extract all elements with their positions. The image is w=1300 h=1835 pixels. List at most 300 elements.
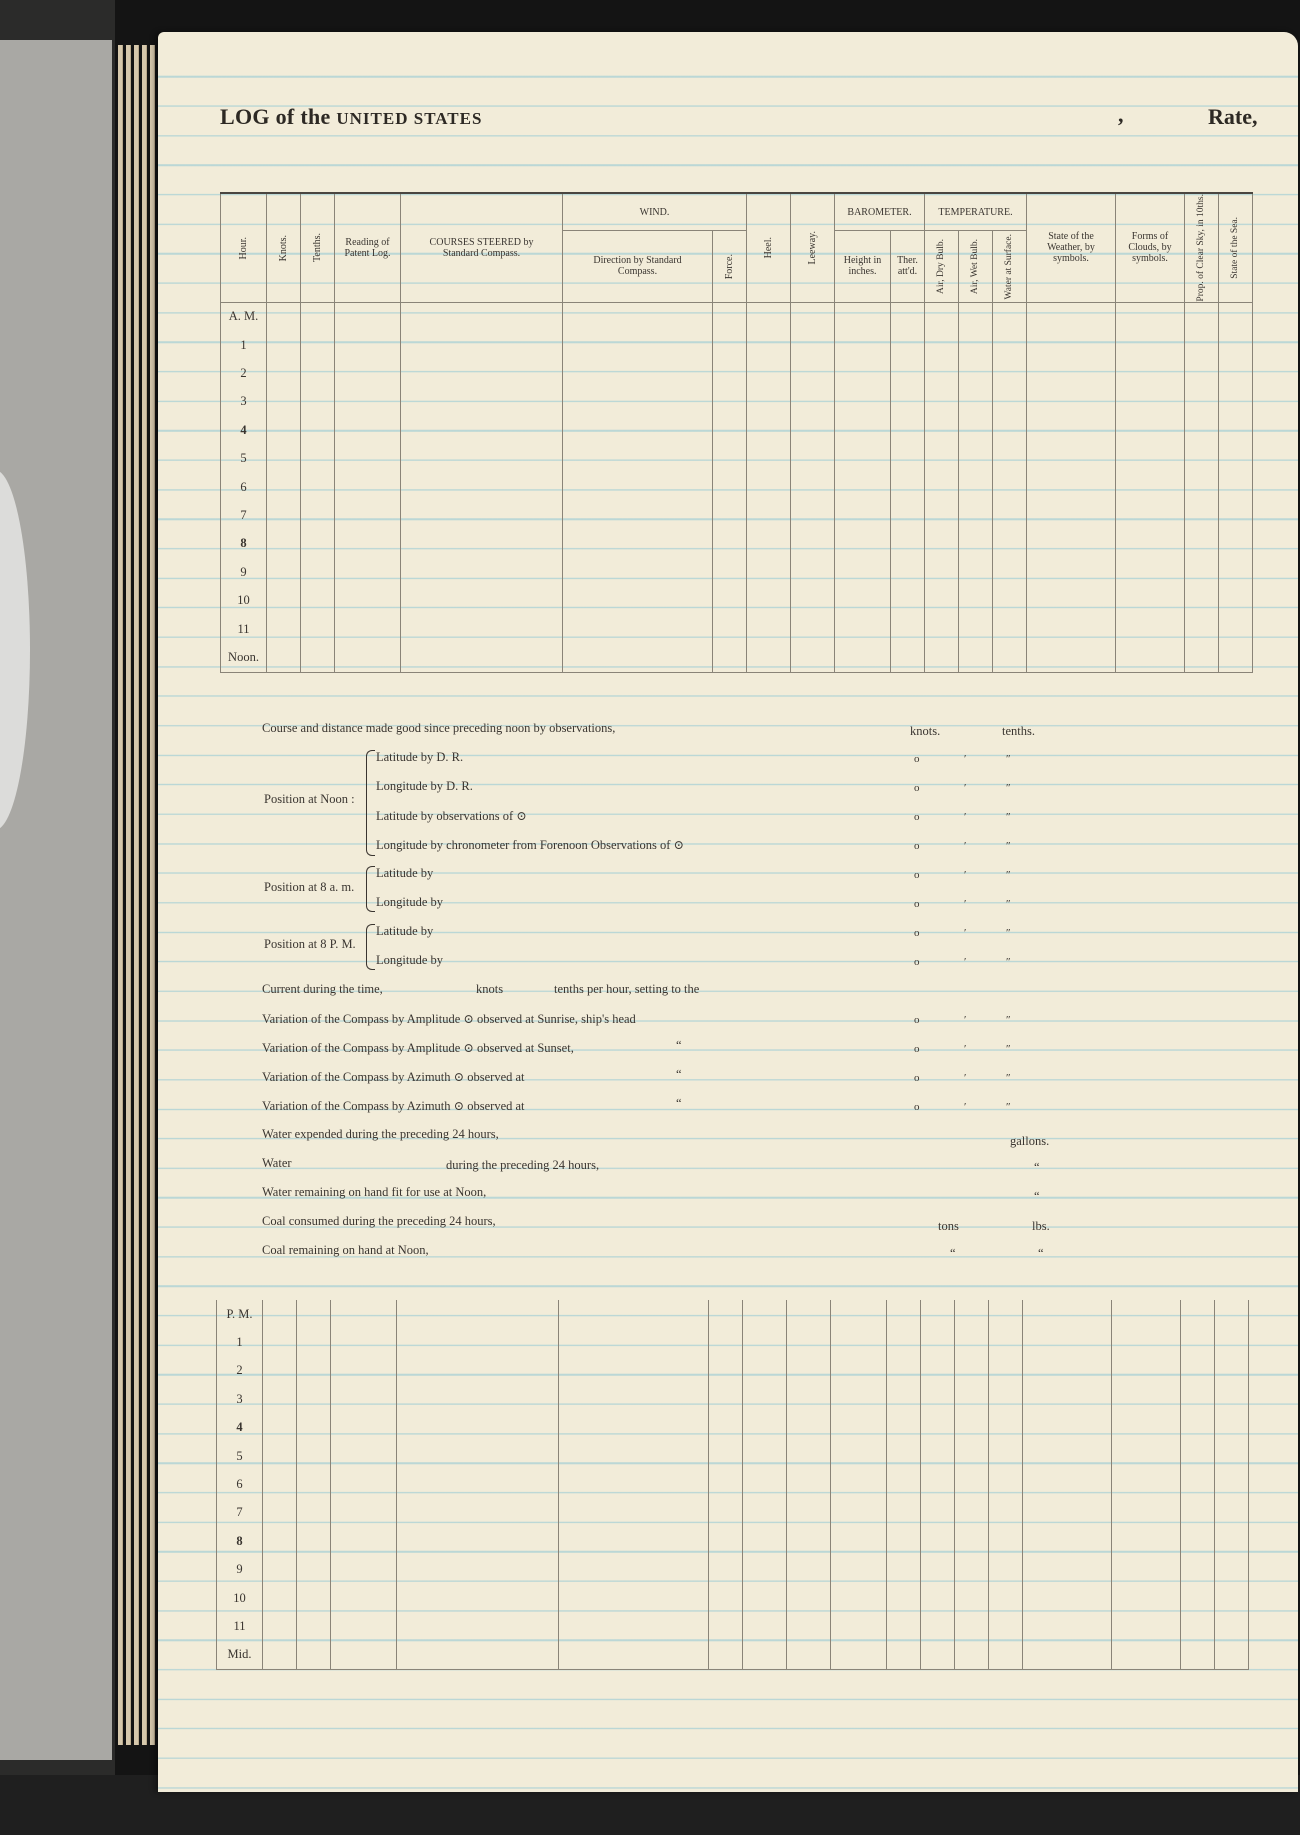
log-entry-cell[interactable]	[1027, 388, 1116, 416]
log-entry-cell[interactable]	[1023, 1556, 1112, 1584]
log-entry-cell[interactable]	[743, 1612, 787, 1640]
log-entry-cell[interactable]	[891, 302, 925, 331]
log-entry-cell[interactable]	[1027, 501, 1116, 529]
log-entry-cell[interactable]	[993, 445, 1027, 473]
log-entry-cell[interactable]	[743, 1499, 787, 1527]
log-entry-cell[interactable]	[401, 473, 563, 501]
log-entry-cell[interactable]	[709, 1300, 743, 1328]
log-entry-cell[interactable]	[1181, 1499, 1215, 1527]
log-entry-cell[interactable]	[925, 416, 959, 444]
log-entry-cell[interactable]	[335, 615, 401, 643]
log-entry-cell[interactable]	[959, 643, 993, 672]
log-entry-cell[interactable]	[835, 388, 891, 416]
log-entry-cell[interactable]	[1112, 1385, 1181, 1413]
log-entry-cell[interactable]	[891, 558, 925, 586]
log-entry-cell[interactable]	[891, 473, 925, 501]
log-entry-cell[interactable]	[1023, 1527, 1112, 1555]
log-entry-cell[interactable]	[887, 1584, 921, 1612]
log-entry-cell[interactable]	[993, 359, 1027, 387]
log-entry-cell[interactable]	[887, 1470, 921, 1498]
log-entry-cell[interactable]	[1116, 331, 1185, 359]
log-entry-cell[interactable]	[747, 615, 791, 643]
log-entry-cell[interactable]	[297, 1527, 331, 1555]
log-entry-cell[interactable]	[297, 1641, 331, 1670]
log-entry-cell[interactable]	[263, 1385, 297, 1413]
log-entry-cell[interactable]	[1112, 1584, 1181, 1612]
log-entry-cell[interactable]	[921, 1556, 955, 1584]
log-entry-cell[interactable]	[747, 643, 791, 672]
log-entry-cell[interactable]	[331, 1556, 397, 1584]
log-entry-cell[interactable]	[301, 445, 335, 473]
log-entry-cell[interactable]	[831, 1470, 887, 1498]
log-entry-cell[interactable]	[559, 1385, 709, 1413]
log-entry-cell[interactable]	[887, 1300, 921, 1328]
log-entry-cell[interactable]	[563, 359, 713, 387]
log-entry-cell[interactable]	[747, 388, 791, 416]
log-entry-cell[interactable]	[887, 1442, 921, 1470]
log-entry-cell[interactable]	[891, 643, 925, 672]
log-entry-cell[interactable]	[331, 1357, 397, 1385]
log-entry-cell[interactable]	[787, 1499, 831, 1527]
log-entry-cell[interactable]	[1181, 1328, 1215, 1356]
log-entry-cell[interactable]	[1215, 1556, 1249, 1584]
log-entry-cell[interactable]	[791, 473, 835, 501]
log-entry-cell[interactable]	[787, 1641, 831, 1670]
log-entry-cell[interactable]	[747, 530, 791, 558]
log-entry-cell[interactable]	[835, 530, 891, 558]
log-entry-cell[interactable]	[713, 473, 747, 501]
log-entry-cell[interactable]	[1185, 331, 1219, 359]
log-entry-cell[interactable]	[401, 558, 563, 586]
log-entry-cell[interactable]	[335, 501, 401, 529]
log-entry-cell[interactable]	[989, 1300, 1023, 1328]
log-entry-cell[interactable]	[989, 1641, 1023, 1670]
log-entry-cell[interactable]	[1215, 1357, 1249, 1385]
log-entry-cell[interactable]	[925, 302, 959, 331]
log-entry-cell[interactable]	[1181, 1357, 1215, 1385]
log-entry-cell[interactable]	[747, 586, 791, 614]
log-entry-cell[interactable]	[993, 501, 1027, 529]
log-entry-cell[interactable]	[891, 445, 925, 473]
log-entry-cell[interactable]	[791, 558, 835, 586]
log-entry-cell[interactable]	[835, 586, 891, 614]
log-entry-cell[interactable]	[301, 643, 335, 672]
log-entry-cell[interactable]	[925, 388, 959, 416]
log-entry-cell[interactable]	[831, 1584, 887, 1612]
log-entry-cell[interactable]	[955, 1385, 989, 1413]
log-entry-cell[interactable]	[563, 558, 713, 586]
log-entry-cell[interactable]	[1023, 1357, 1112, 1385]
log-entry-cell[interactable]	[1023, 1442, 1112, 1470]
log-entry-cell[interactable]	[1116, 359, 1185, 387]
log-entry-cell[interactable]	[1023, 1584, 1112, 1612]
log-entry-cell[interactable]	[925, 530, 959, 558]
log-entry-cell[interactable]	[955, 1357, 989, 1385]
log-entry-cell[interactable]	[1219, 445, 1253, 473]
log-entry-cell[interactable]	[1185, 530, 1219, 558]
log-entry-cell[interactable]	[1112, 1357, 1181, 1385]
log-entry-cell[interactable]	[1215, 1385, 1249, 1413]
log-entry-cell[interactable]	[301, 501, 335, 529]
log-entry-cell[interactable]	[791, 445, 835, 473]
log-entry-cell[interactable]	[787, 1612, 831, 1640]
log-entry-cell[interactable]	[1185, 643, 1219, 672]
log-entry-cell[interactable]	[955, 1470, 989, 1498]
log-entry-cell[interactable]	[887, 1414, 921, 1442]
log-entry-cell[interactable]	[1185, 416, 1219, 444]
log-entry-cell[interactable]	[297, 1414, 331, 1442]
log-entry-cell[interactable]	[1112, 1612, 1181, 1640]
log-entry-cell[interactable]	[401, 416, 563, 444]
log-entry-cell[interactable]	[297, 1300, 331, 1328]
log-entry-cell[interactable]	[1219, 416, 1253, 444]
log-entry-cell[interactable]	[1219, 473, 1253, 501]
log-entry-cell[interactable]	[713, 331, 747, 359]
log-entry-cell[interactable]	[787, 1470, 831, 1498]
log-entry-cell[interactable]	[1181, 1584, 1215, 1612]
log-entry-cell[interactable]	[993, 643, 1027, 672]
log-entry-cell[interactable]	[955, 1328, 989, 1356]
log-entry-cell[interactable]	[921, 1357, 955, 1385]
log-entry-cell[interactable]	[709, 1385, 743, 1413]
log-entry-cell[interactable]	[401, 615, 563, 643]
log-entry-cell[interactable]	[331, 1414, 397, 1442]
log-entry-cell[interactable]	[835, 473, 891, 501]
log-entry-cell[interactable]	[713, 530, 747, 558]
log-entry-cell[interactable]	[335, 416, 401, 444]
log-entry-cell[interactable]	[559, 1584, 709, 1612]
log-entry-cell[interactable]	[831, 1556, 887, 1584]
log-entry-cell[interactable]	[301, 558, 335, 586]
log-entry-cell[interactable]	[267, 586, 301, 614]
log-entry-cell[interactable]	[401, 302, 563, 331]
log-entry-cell[interactable]	[831, 1499, 887, 1527]
log-entry-cell[interactable]	[1116, 416, 1185, 444]
log-entry-cell[interactable]	[835, 445, 891, 473]
log-entry-cell[interactable]	[1219, 615, 1253, 643]
log-entry-cell[interactable]	[747, 445, 791, 473]
log-entry-cell[interactable]	[1215, 1300, 1249, 1328]
log-entry-cell[interactable]	[331, 1470, 397, 1498]
log-entry-cell[interactable]	[747, 473, 791, 501]
log-entry-cell[interactable]	[1215, 1612, 1249, 1640]
log-entry-cell[interactable]	[301, 530, 335, 558]
log-entry-cell[interactable]	[835, 359, 891, 387]
log-entry-cell[interactable]	[831, 1527, 887, 1555]
log-entry-cell[interactable]	[831, 1414, 887, 1442]
log-entry-cell[interactable]	[891, 615, 925, 643]
log-entry-cell[interactable]	[1112, 1527, 1181, 1555]
log-entry-cell[interactable]	[989, 1357, 1023, 1385]
log-entry-cell[interactable]	[791, 643, 835, 672]
log-entry-cell[interactable]	[297, 1385, 331, 1413]
log-entry-cell[interactable]	[267, 331, 301, 359]
log-entry-cell[interactable]	[335, 558, 401, 586]
log-entry-cell[interactable]	[713, 359, 747, 387]
log-entry-cell[interactable]	[1215, 1527, 1249, 1555]
log-entry-cell[interactable]	[713, 586, 747, 614]
log-entry-cell[interactable]	[563, 302, 713, 331]
log-entry-cell[interactable]	[921, 1641, 955, 1670]
log-entry-cell[interactable]	[925, 615, 959, 643]
log-entry-cell[interactable]	[921, 1612, 955, 1640]
log-entry-cell[interactable]	[709, 1470, 743, 1498]
log-entry-cell[interactable]	[1027, 586, 1116, 614]
log-entry-cell[interactable]	[559, 1414, 709, 1442]
log-entry-cell[interactable]	[1215, 1584, 1249, 1612]
log-entry-cell[interactable]	[1116, 473, 1185, 501]
log-entry-cell[interactable]	[835, 416, 891, 444]
log-entry-cell[interactable]	[563, 615, 713, 643]
log-entry-cell[interactable]	[263, 1612, 297, 1640]
log-entry-cell[interactable]	[1215, 1470, 1249, 1498]
log-entry-cell[interactable]	[1219, 501, 1253, 529]
log-entry-cell[interactable]	[397, 1385, 559, 1413]
log-entry-cell[interactable]	[887, 1527, 921, 1555]
log-entry-cell[interactable]	[1023, 1328, 1112, 1356]
log-entry-cell[interactable]	[1112, 1328, 1181, 1356]
log-entry-cell[interactable]	[397, 1641, 559, 1670]
log-entry-cell[interactable]	[301, 302, 335, 331]
log-entry-cell[interactable]	[331, 1612, 397, 1640]
log-entry-cell[interactable]	[1181, 1300, 1215, 1328]
log-entry-cell[interactable]	[713, 643, 747, 672]
log-entry-cell[interactable]	[331, 1442, 397, 1470]
log-entry-cell[interactable]	[267, 473, 301, 501]
log-entry-cell[interactable]	[397, 1499, 559, 1527]
log-entry-cell[interactable]	[959, 388, 993, 416]
log-entry-cell[interactable]	[921, 1470, 955, 1498]
log-entry-cell[interactable]	[335, 473, 401, 501]
log-entry-cell[interactable]	[743, 1584, 787, 1612]
log-entry-cell[interactable]	[559, 1641, 709, 1670]
log-entry-cell[interactable]	[263, 1414, 297, 1442]
log-entry-cell[interactable]	[1181, 1612, 1215, 1640]
log-entry-cell[interactable]	[921, 1442, 955, 1470]
log-entry-cell[interactable]	[831, 1328, 887, 1356]
log-entry-cell[interactable]	[397, 1470, 559, 1498]
log-entry-cell[interactable]	[921, 1527, 955, 1555]
log-entry-cell[interactable]	[563, 530, 713, 558]
log-entry-cell[interactable]	[959, 445, 993, 473]
log-entry-cell[interactable]	[263, 1328, 297, 1356]
log-entry-cell[interactable]	[301, 473, 335, 501]
log-entry-cell[interactable]	[397, 1527, 559, 1555]
log-entry-cell[interactable]	[263, 1641, 297, 1670]
log-entry-cell[interactable]	[397, 1328, 559, 1356]
log-entry-cell[interactable]	[787, 1442, 831, 1470]
log-entry-cell[interactable]	[397, 1584, 559, 1612]
log-entry-cell[interactable]	[1027, 615, 1116, 643]
log-entry-cell[interactable]	[989, 1442, 1023, 1470]
log-entry-cell[interactable]	[1023, 1414, 1112, 1442]
log-entry-cell[interactable]	[1215, 1499, 1249, 1527]
log-entry-cell[interactable]	[1027, 359, 1116, 387]
log-entry-cell[interactable]	[1116, 643, 1185, 672]
log-entry-cell[interactable]	[955, 1442, 989, 1470]
log-entry-cell[interactable]	[267, 501, 301, 529]
log-entry-cell[interactable]	[891, 586, 925, 614]
log-entry-cell[interactable]	[743, 1527, 787, 1555]
log-entry-cell[interactable]	[743, 1414, 787, 1442]
log-entry-cell[interactable]	[747, 359, 791, 387]
log-entry-cell[interactable]	[887, 1385, 921, 1413]
log-entry-cell[interactable]	[335, 302, 401, 331]
log-entry-cell[interactable]	[743, 1556, 787, 1584]
log-entry-cell[interactable]	[1116, 302, 1185, 331]
log-entry-cell[interactable]	[959, 473, 993, 501]
log-entry-cell[interactable]	[263, 1470, 297, 1498]
log-entry-cell[interactable]	[713, 615, 747, 643]
log-entry-cell[interactable]	[1185, 359, 1219, 387]
log-entry-cell[interactable]	[887, 1612, 921, 1640]
log-entry-cell[interactable]	[559, 1527, 709, 1555]
log-entry-cell[interactable]	[743, 1385, 787, 1413]
log-entry-cell[interactable]	[921, 1328, 955, 1356]
log-entry-cell[interactable]	[563, 473, 713, 501]
log-entry-cell[interactable]	[989, 1527, 1023, 1555]
log-entry-cell[interactable]	[263, 1357, 297, 1385]
log-entry-cell[interactable]	[709, 1357, 743, 1385]
log-entry-cell[interactable]	[331, 1300, 397, 1328]
log-entry-cell[interactable]	[709, 1442, 743, 1470]
log-entry-cell[interactable]	[1219, 643, 1253, 672]
log-entry-cell[interactable]	[743, 1442, 787, 1470]
log-entry-cell[interactable]	[891, 416, 925, 444]
log-entry-cell[interactable]	[1181, 1527, 1215, 1555]
log-entry-cell[interactable]	[1116, 558, 1185, 586]
log-entry-cell[interactable]	[1027, 473, 1116, 501]
log-entry-cell[interactable]	[989, 1470, 1023, 1498]
log-entry-cell[interactable]	[713, 501, 747, 529]
log-entry-cell[interactable]	[301, 359, 335, 387]
log-entry-cell[interactable]	[297, 1328, 331, 1356]
log-entry-cell[interactable]	[921, 1414, 955, 1442]
log-entry-cell[interactable]	[267, 643, 301, 672]
log-entry-cell[interactable]	[1116, 586, 1185, 614]
log-entry-cell[interactable]	[559, 1556, 709, 1584]
log-entry-cell[interactable]	[297, 1556, 331, 1584]
log-entry-cell[interactable]	[791, 302, 835, 331]
log-entry-cell[interactable]	[297, 1612, 331, 1640]
log-entry-cell[interactable]	[335, 445, 401, 473]
log-entry-cell[interactable]	[1027, 530, 1116, 558]
log-entry-cell[interactable]	[713, 558, 747, 586]
log-entry-cell[interactable]	[331, 1641, 397, 1670]
log-entry-cell[interactable]	[959, 302, 993, 331]
log-entry-cell[interactable]	[397, 1442, 559, 1470]
log-entry-cell[interactable]	[331, 1499, 397, 1527]
log-entry-cell[interactable]	[1027, 445, 1116, 473]
log-entry-cell[interactable]	[563, 416, 713, 444]
log-entry-cell[interactable]	[925, 473, 959, 501]
log-entry-cell[interactable]	[1116, 501, 1185, 529]
log-entry-cell[interactable]	[993, 530, 1027, 558]
log-entry-cell[interactable]	[989, 1499, 1023, 1527]
log-entry-cell[interactable]	[713, 445, 747, 473]
log-entry-cell[interactable]	[559, 1328, 709, 1356]
log-entry-cell[interactable]	[955, 1584, 989, 1612]
log-entry-cell[interactable]	[1181, 1414, 1215, 1442]
log-entry-cell[interactable]	[993, 586, 1027, 614]
log-entry-cell[interactable]	[993, 416, 1027, 444]
log-entry-cell[interactable]	[831, 1442, 887, 1470]
log-entry-cell[interactable]	[1215, 1442, 1249, 1470]
log-entry-cell[interactable]	[925, 331, 959, 359]
log-entry-cell[interactable]	[267, 359, 301, 387]
log-entry-cell[interactable]	[709, 1328, 743, 1356]
log-entry-cell[interactable]	[993, 473, 1027, 501]
log-entry-cell[interactable]	[1023, 1641, 1112, 1670]
log-entry-cell[interactable]	[1027, 558, 1116, 586]
log-entry-cell[interactable]	[787, 1357, 831, 1385]
log-entry-cell[interactable]	[709, 1499, 743, 1527]
log-entry-cell[interactable]	[787, 1584, 831, 1612]
log-entry-cell[interactable]	[959, 331, 993, 359]
log-entry-cell[interactable]	[955, 1612, 989, 1640]
log-entry-cell[interactable]	[791, 586, 835, 614]
log-entry-cell[interactable]	[959, 530, 993, 558]
log-entry-cell[interactable]	[835, 558, 891, 586]
log-entry-cell[interactable]	[955, 1527, 989, 1555]
log-entry-cell[interactable]	[267, 530, 301, 558]
log-entry-cell[interactable]	[1116, 388, 1185, 416]
log-entry-cell[interactable]	[791, 501, 835, 529]
log-entry-cell[interactable]	[397, 1414, 559, 1442]
log-entry-cell[interactable]	[1185, 586, 1219, 614]
log-entry-cell[interactable]	[401, 445, 563, 473]
log-entry-cell[interactable]	[921, 1385, 955, 1413]
log-entry-cell[interactable]	[713, 302, 747, 331]
log-entry-cell[interactable]	[831, 1300, 887, 1328]
log-entry-cell[interactable]	[267, 615, 301, 643]
log-entry-cell[interactable]	[263, 1499, 297, 1527]
log-entry-cell[interactable]	[955, 1641, 989, 1670]
log-entry-cell[interactable]	[559, 1442, 709, 1470]
log-entry-cell[interactable]	[335, 331, 401, 359]
log-entry-cell[interactable]	[1219, 359, 1253, 387]
log-entry-cell[interactable]	[835, 643, 891, 672]
log-entry-cell[interactable]	[831, 1612, 887, 1640]
log-entry-cell[interactable]	[709, 1612, 743, 1640]
log-entry-cell[interactable]	[263, 1556, 297, 1584]
log-entry-cell[interactable]	[267, 445, 301, 473]
log-entry-cell[interactable]	[1215, 1414, 1249, 1442]
log-entry-cell[interactable]	[1219, 558, 1253, 586]
log-entry-cell[interactable]	[747, 302, 791, 331]
log-entry-cell[interactable]	[791, 615, 835, 643]
log-entry-cell[interactable]	[335, 530, 401, 558]
log-entry-cell[interactable]	[563, 445, 713, 473]
log-entry-cell[interactable]	[1215, 1641, 1249, 1670]
log-entry-cell[interactable]	[989, 1414, 1023, 1442]
log-entry-cell[interactable]	[301, 615, 335, 643]
log-entry-cell[interactable]	[787, 1328, 831, 1356]
log-entry-cell[interactable]	[563, 331, 713, 359]
log-entry-cell[interactable]	[397, 1357, 559, 1385]
log-entry-cell[interactable]	[1112, 1641, 1181, 1670]
log-entry-cell[interactable]	[563, 586, 713, 614]
log-entry-cell[interactable]	[925, 643, 959, 672]
log-entry-cell[interactable]	[989, 1612, 1023, 1640]
log-entry-cell[interactable]	[787, 1414, 831, 1442]
log-entry-cell[interactable]	[297, 1442, 331, 1470]
log-entry-cell[interactable]	[1112, 1414, 1181, 1442]
log-entry-cell[interactable]	[887, 1556, 921, 1584]
log-entry-cell[interactable]	[791, 331, 835, 359]
log-entry-cell[interactable]	[835, 615, 891, 643]
log-entry-cell[interactable]	[955, 1300, 989, 1328]
